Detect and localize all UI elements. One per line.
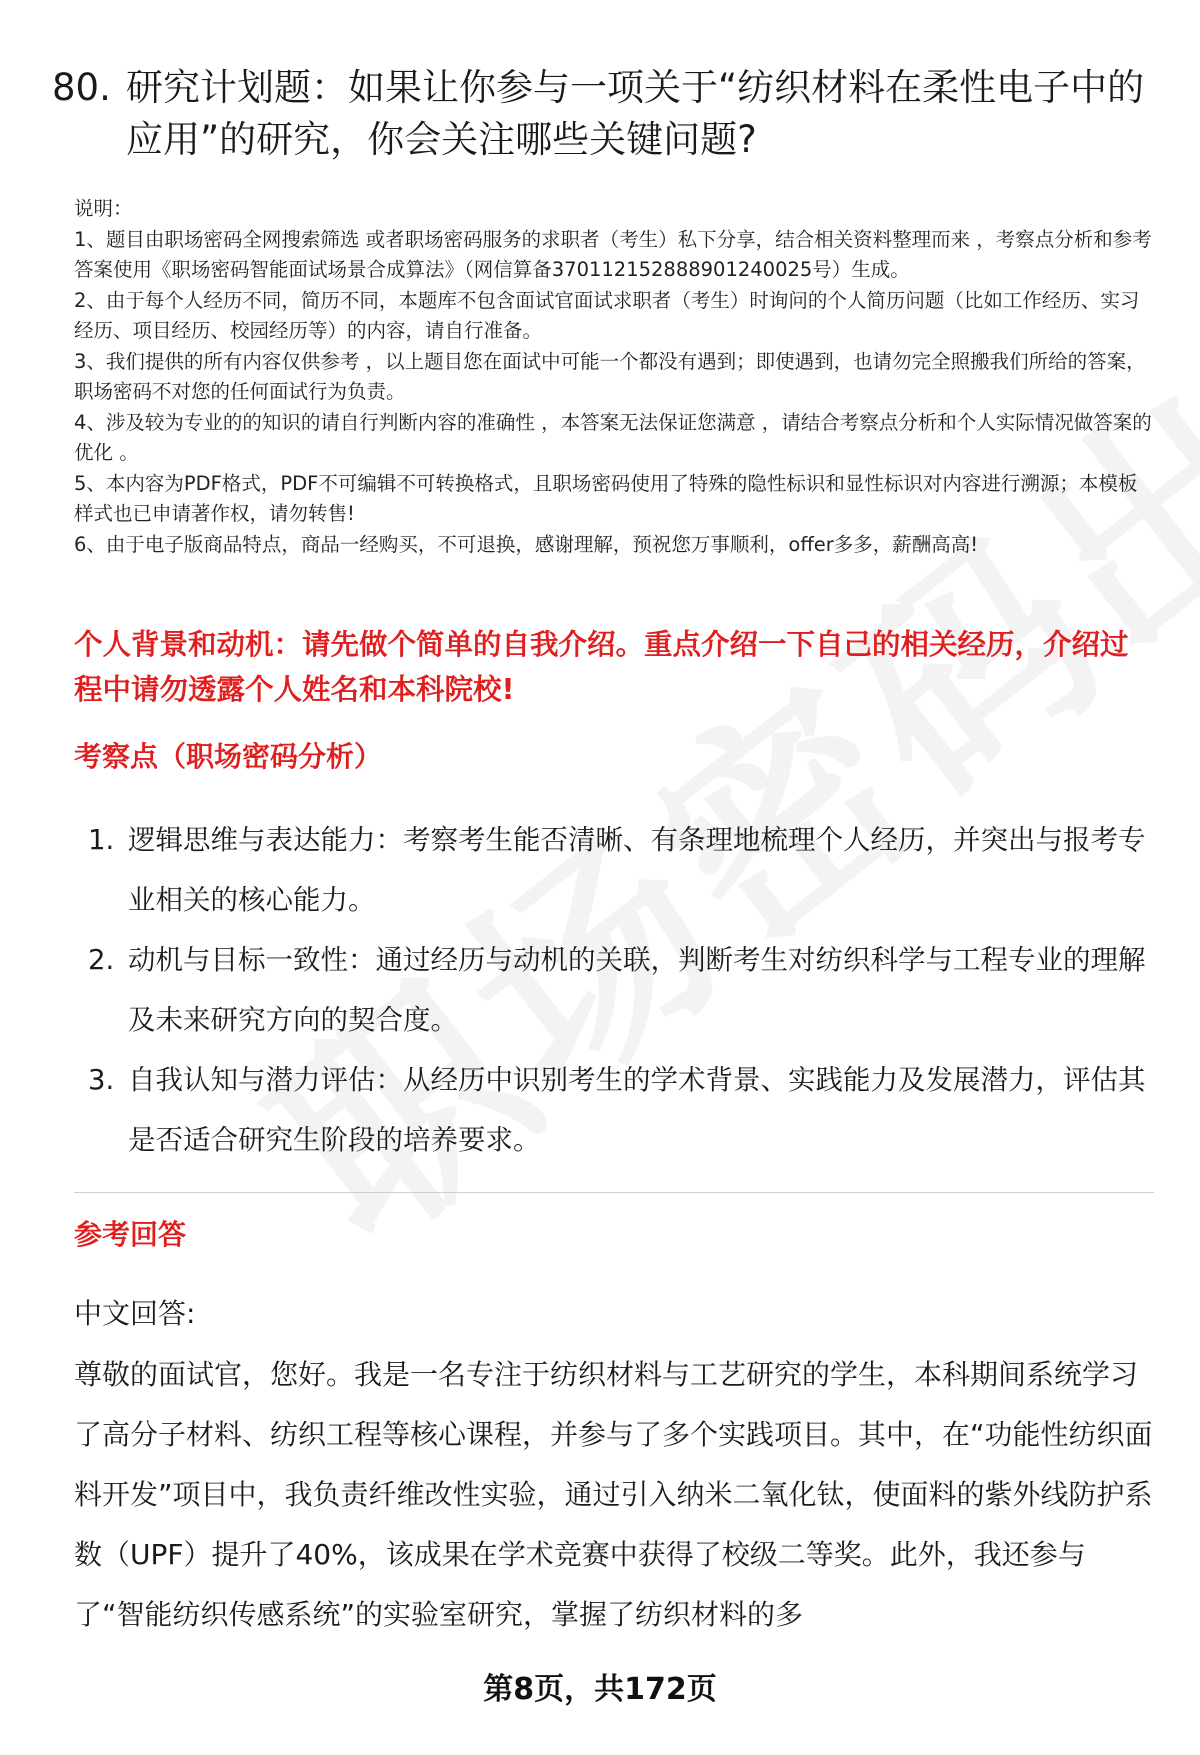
point-number: 1. [88,824,115,856]
point-number: 2. [88,944,115,976]
question-number: 80. [52,66,111,109]
note-line: 5、本内容为PDF格式，PDF不可编辑不可转换格式，且职场密码使用了特殊的隐性标识和显性标识对内容进行溯源；本模板样式也已申请著作权，请勿转售! [74,471,1138,525]
analysis-point [74,810,1154,930]
disclaimer-notes [74,194,1154,560]
note-line: 4、涉及较为专业的的知识的请自行判断内容的准确性 ，本答案无法保证您满意 ，请结合考察点分析和个人实际情况做答案的优化 。 [74,410,1152,464]
question-text: 研究计划题：如果让你参与一项关于“纺织材料在柔性电子中的应用”的研究，你会关注哪些关键问题? [126,66,1145,161]
answer-body: 尊敬的面试官，您好。我是一名专注于纺织材料与工艺研究的学生，本科期间系统学习了高分子材料、纺织工程等核心课程，并参与了多个实践项目。其中，在“功能性纺织面料开发”项目中，我负责纤维改性实验，通过引入纳米二氧化钛，使面料的紫外线防护系数（UPF）提升了40%，该成果在学术竞赛中获得了校级二等奖。此外，我还参与了“智能纺织传感系统”的实验室研究，掌握了纺织材料的多 [74,1358,1153,1631]
page-footer: 第8页，共172页 [483,1672,717,1707]
note-line: 6、由于电子版商品特点，商品一经购买，不可退换，感谢理解，预祝您万事顺利，offer多多，薪酬高高! [74,532,979,556]
analysis-point [74,1050,1154,1170]
question-title [52,62,1152,166]
point-text: 逻辑思维与表达能力：考察考生能否清晰、有条理地梳理个人经历，并突出与报考专业相关的核心能力。 [128,824,1146,916]
note-line: 2、由于每个人经历不同，简历不同，本题库不包含面试官面试求职者（考生）时询问的个人简历问题（比如工作经历、实习经历、项目经历、校园经历等）的内容，请自行准备。 [74,288,1140,342]
analysis-heading: 考察点（职场密码分析） [74,740,383,773]
analysis-points [74,810,1154,1170]
intro-prompt: 个人背景和动机：请先做个简单的自我介绍。重点介绍一下自己的相关经历，介绍过程中请勿透露个人姓名和本科院校! [74,628,1129,706]
point-text: 动机与目标一致性：通过经历与动机的关联，判断考生对纺织科学与工程专业的理解及未来研究方向的契合度。 [128,944,1146,1036]
section-divider [74,1192,1154,1193]
note-line: 说明： [74,197,133,220]
answer-label: 中文回答: [74,1297,196,1330]
reference-heading: 参考回答 [74,1218,187,1251]
note-line: 1、题目由职场密码全网搜索筛选 或者职场密码服务的求职者（考生）私下分享，结合相关资料整理而来 ，考察点分析和参考答案使用《职场密码智能面试场景合成算法》（网信算备370112152888901240025号）生成。 [74,227,1152,281]
point-text: 自我认知与潜力评估：从经历中识别考生的学术背景、实践能力及发展潜力，评估其是否适合研究生阶段的培养要求。 [128,1064,1146,1156]
analysis-point [74,930,1154,1050]
note-line: 3、我们提供的所有内容仅供参考 ，以上题目您在面试中可能一个都没有遇到；即使遇到，也请勿完全照搬我们所给的答案，职场密码不对您的任何面试行为负责。 [74,349,1146,403]
point-number: 3. [88,1064,115,1096]
